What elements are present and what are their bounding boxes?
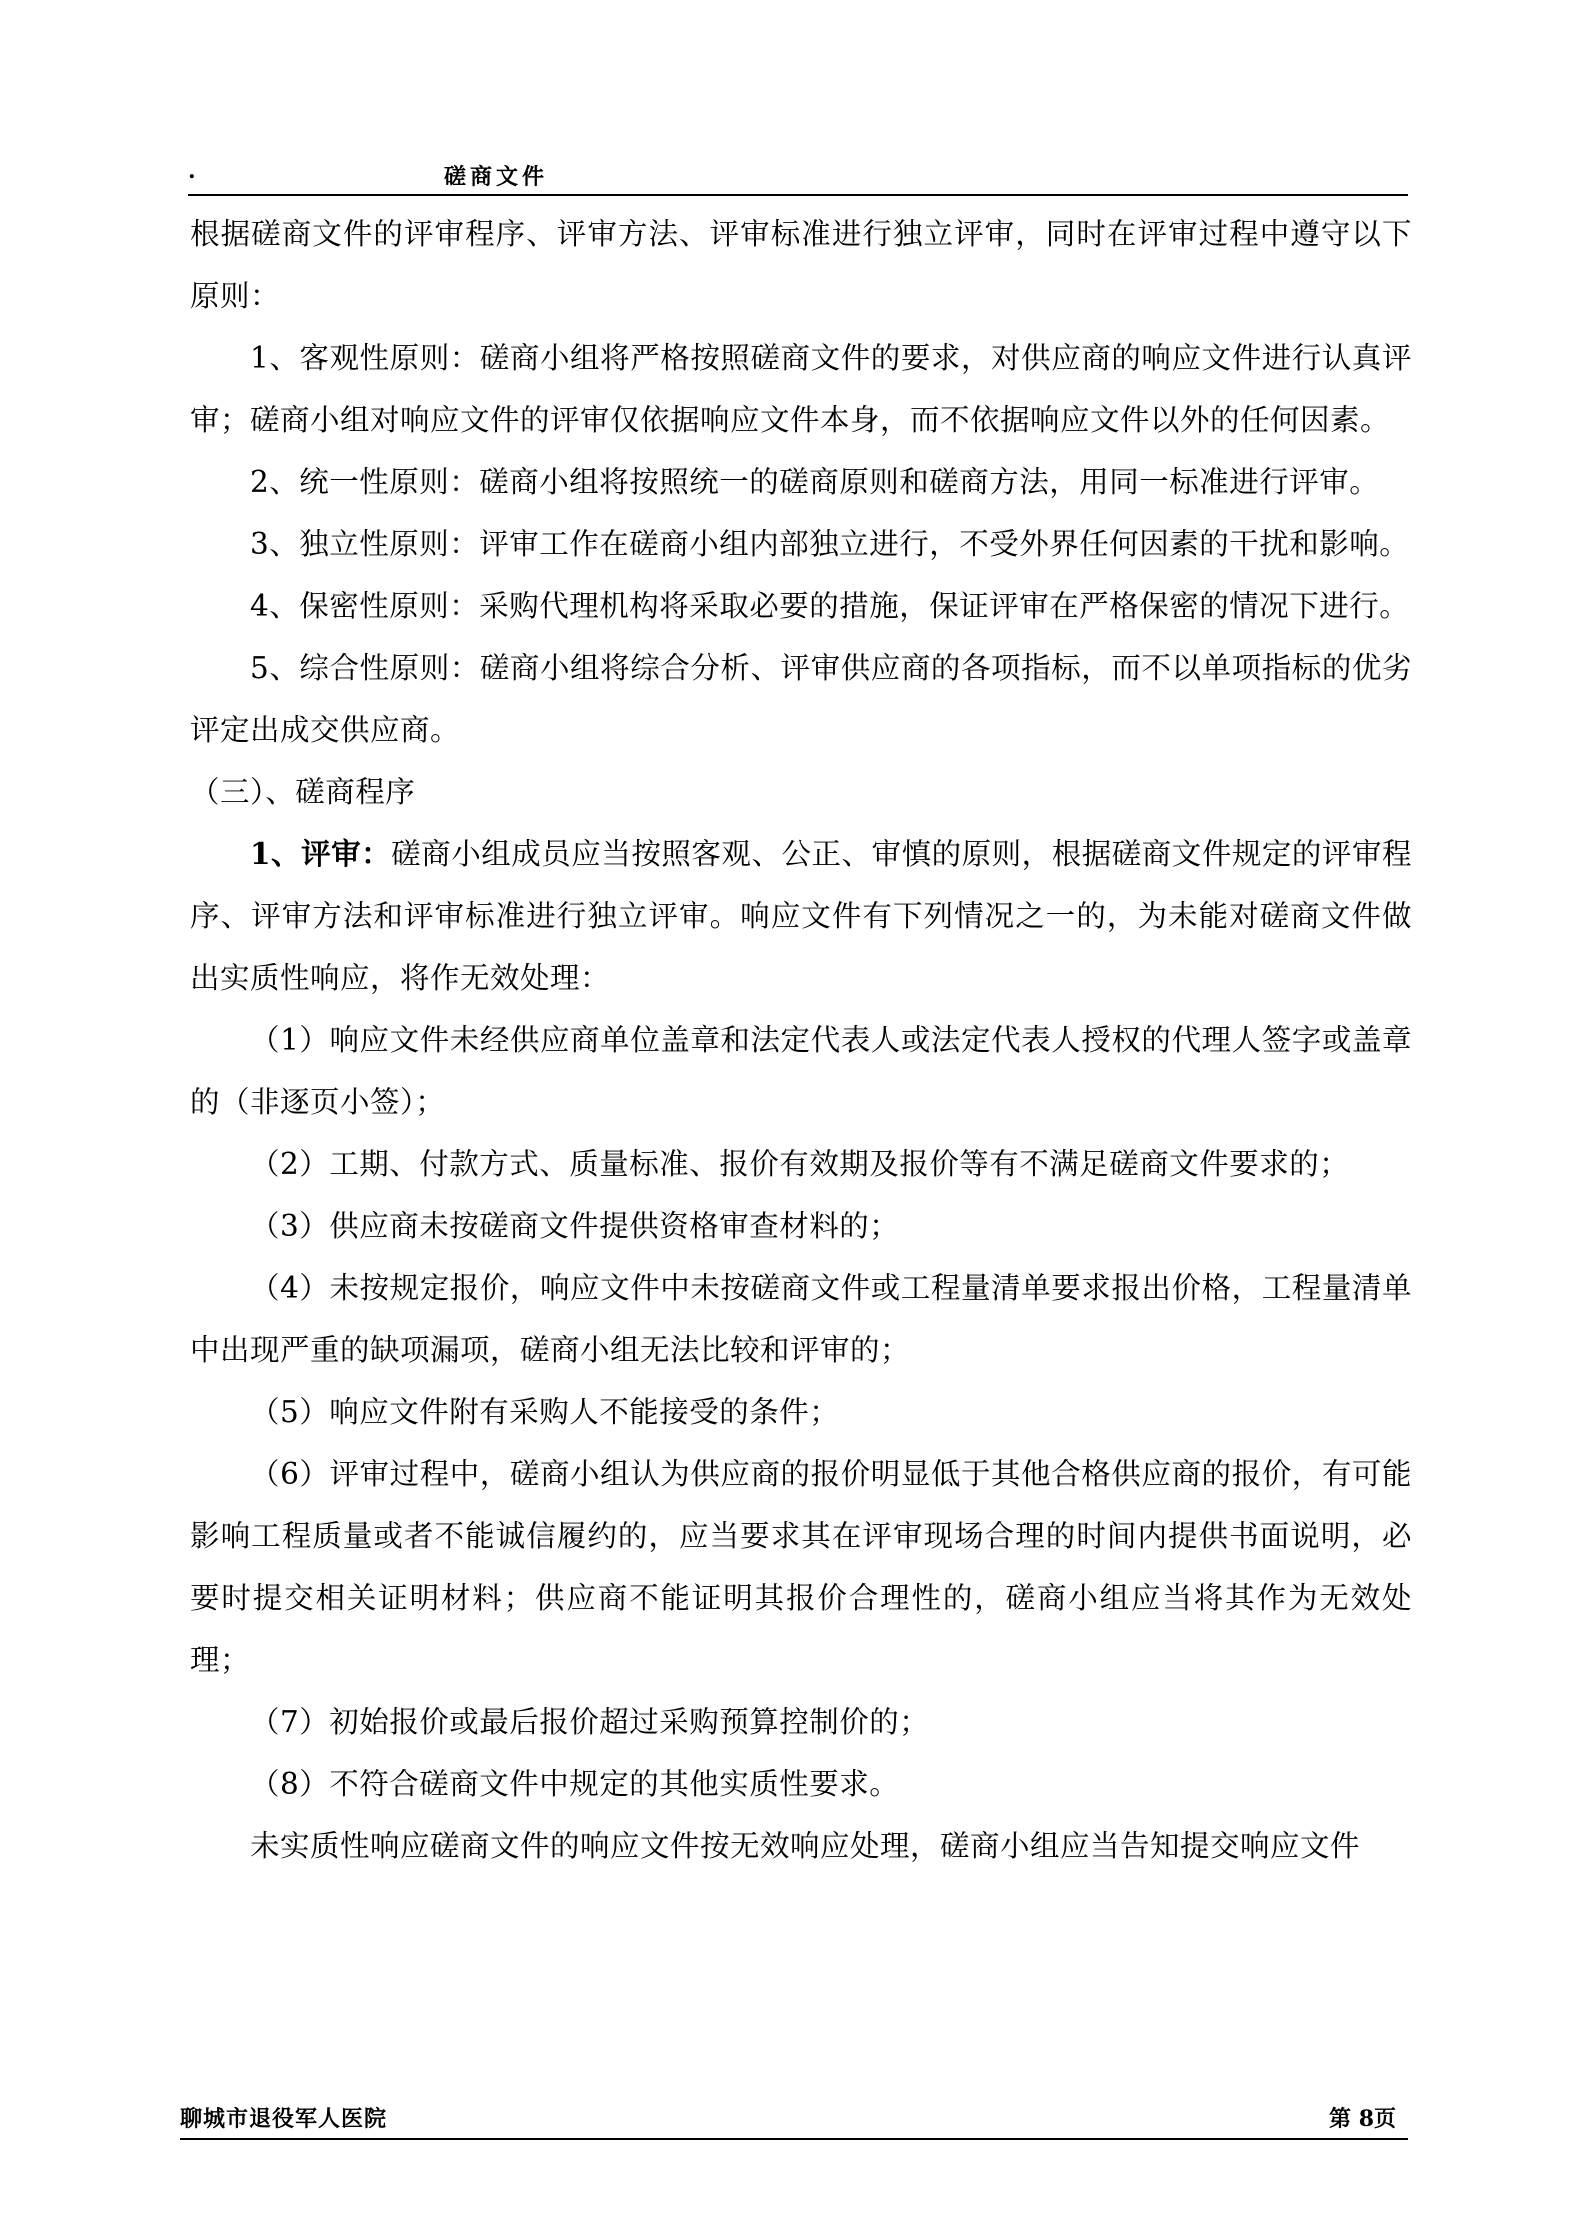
list-item-6: （6）评审过程中，磋商小组认为供应商的报价明显低于其他合格供应商的报价，有可能影响工程质量或者不能诚信履约的，应当要求其在评审现场合理的时间内提供书面说明，必要时提交相关证明材料；供应商不能证明其报价合理性的，磋商小组应当将其作为无效处理；: [190, 1457, 1412, 1677]
paragraph-intro: 根据磋商文件的评审程序、评审方法、评审标准进行独立评审，同时在评审过程中遵守以下原则：: [190, 217, 1412, 313]
paragraph-objectivity: 1、客观性原则：磋商小组将严格按照磋商文件的要求，对供应商的响应文件进行认真评审；磋商小组对响应文件的评审仅依据响应文件本身，而不依据响应文件以外的任何因素。: [190, 341, 1412, 437]
review-text: 磋商小组成员应当按照客观、公正、审慎的原则，根据磋商文件规定的评审程序、评审方法和评审标准进行独立评审。响应文件有下列情况之一的，为未能对磋商文件做出实质性响应，将作无效处理：: [190, 837, 1412, 995]
paragraph-uniformity: 2、统一性原则：磋商小组将按照统一的磋商原则和磋商方法，用同一标准进行评审。: [250, 465, 1380, 499]
list-item-2: （2）工期、付款方式、质量标准、报价有效期及报价等有不满足磋商文件要求的；: [250, 1147, 1350, 1181]
page-header: [188, 150, 1408, 196]
page-number: 第 8页: [1329, 2106, 1396, 2132]
header-marker: .: [188, 158, 196, 184]
list-item-5: （5）响应文件附有采购人不能接受的条件；: [250, 1395, 840, 1429]
list-item-4: （4）未按规定报价，响应文件中未按磋商文件或工程量清单要求报出价格，工程量清单中出现严重的缺项漏项，磋商小组无法比较和评审的；: [190, 1271, 1412, 1367]
section-heading: （三）、磋商程序: [190, 775, 416, 809]
list-item-7: （7）初始报价或最后报价超过采购预算控制价的；: [250, 1705, 930, 1739]
footer-organization: 聊城市退役军人医院: [180, 2106, 388, 2132]
document-body: [190, 203, 1412, 1877]
page-footer: [180, 2098, 1408, 2140]
paragraph-review: [190, 823, 1412, 1009]
paragraph-confidentiality: 4、保密性原则：采购代理机构将采取必要的措施，保证评审在严格保密的情况下进行。: [250, 589, 1410, 623]
list-item-1: （1）响应文件未经供应商单位盖章和法定代表人或法定代表人授权的代理人签字或盖章的（非逐页小签）；: [190, 1023, 1412, 1119]
review-lead: 1、评审：: [250, 836, 392, 871]
list-item-3: （3）供应商未按磋商文件提供资格审查材料的；: [250, 1209, 900, 1243]
paragraph-comprehensiveness: 5、综合性原则：磋商小组将综合分析、评审供应商的各项指标，而不以单项指标的优劣评定出成交供应商。: [190, 651, 1412, 747]
paragraph-independence: 3、独立性原则：评审工作在磋商小组内部独立进行，不受外界任何因素的干扰和影响。: [250, 527, 1410, 561]
list-item-8: （8）不符合磋商文件中规定的其他实质性要求。: [250, 1767, 900, 1801]
header-title: 磋商文件: [444, 164, 549, 190]
paragraph-closing: 未实质性响应磋商文件的响应文件按无效响应处理，磋商小组应当告知提交响应文件: [250, 1829, 1361, 1863]
